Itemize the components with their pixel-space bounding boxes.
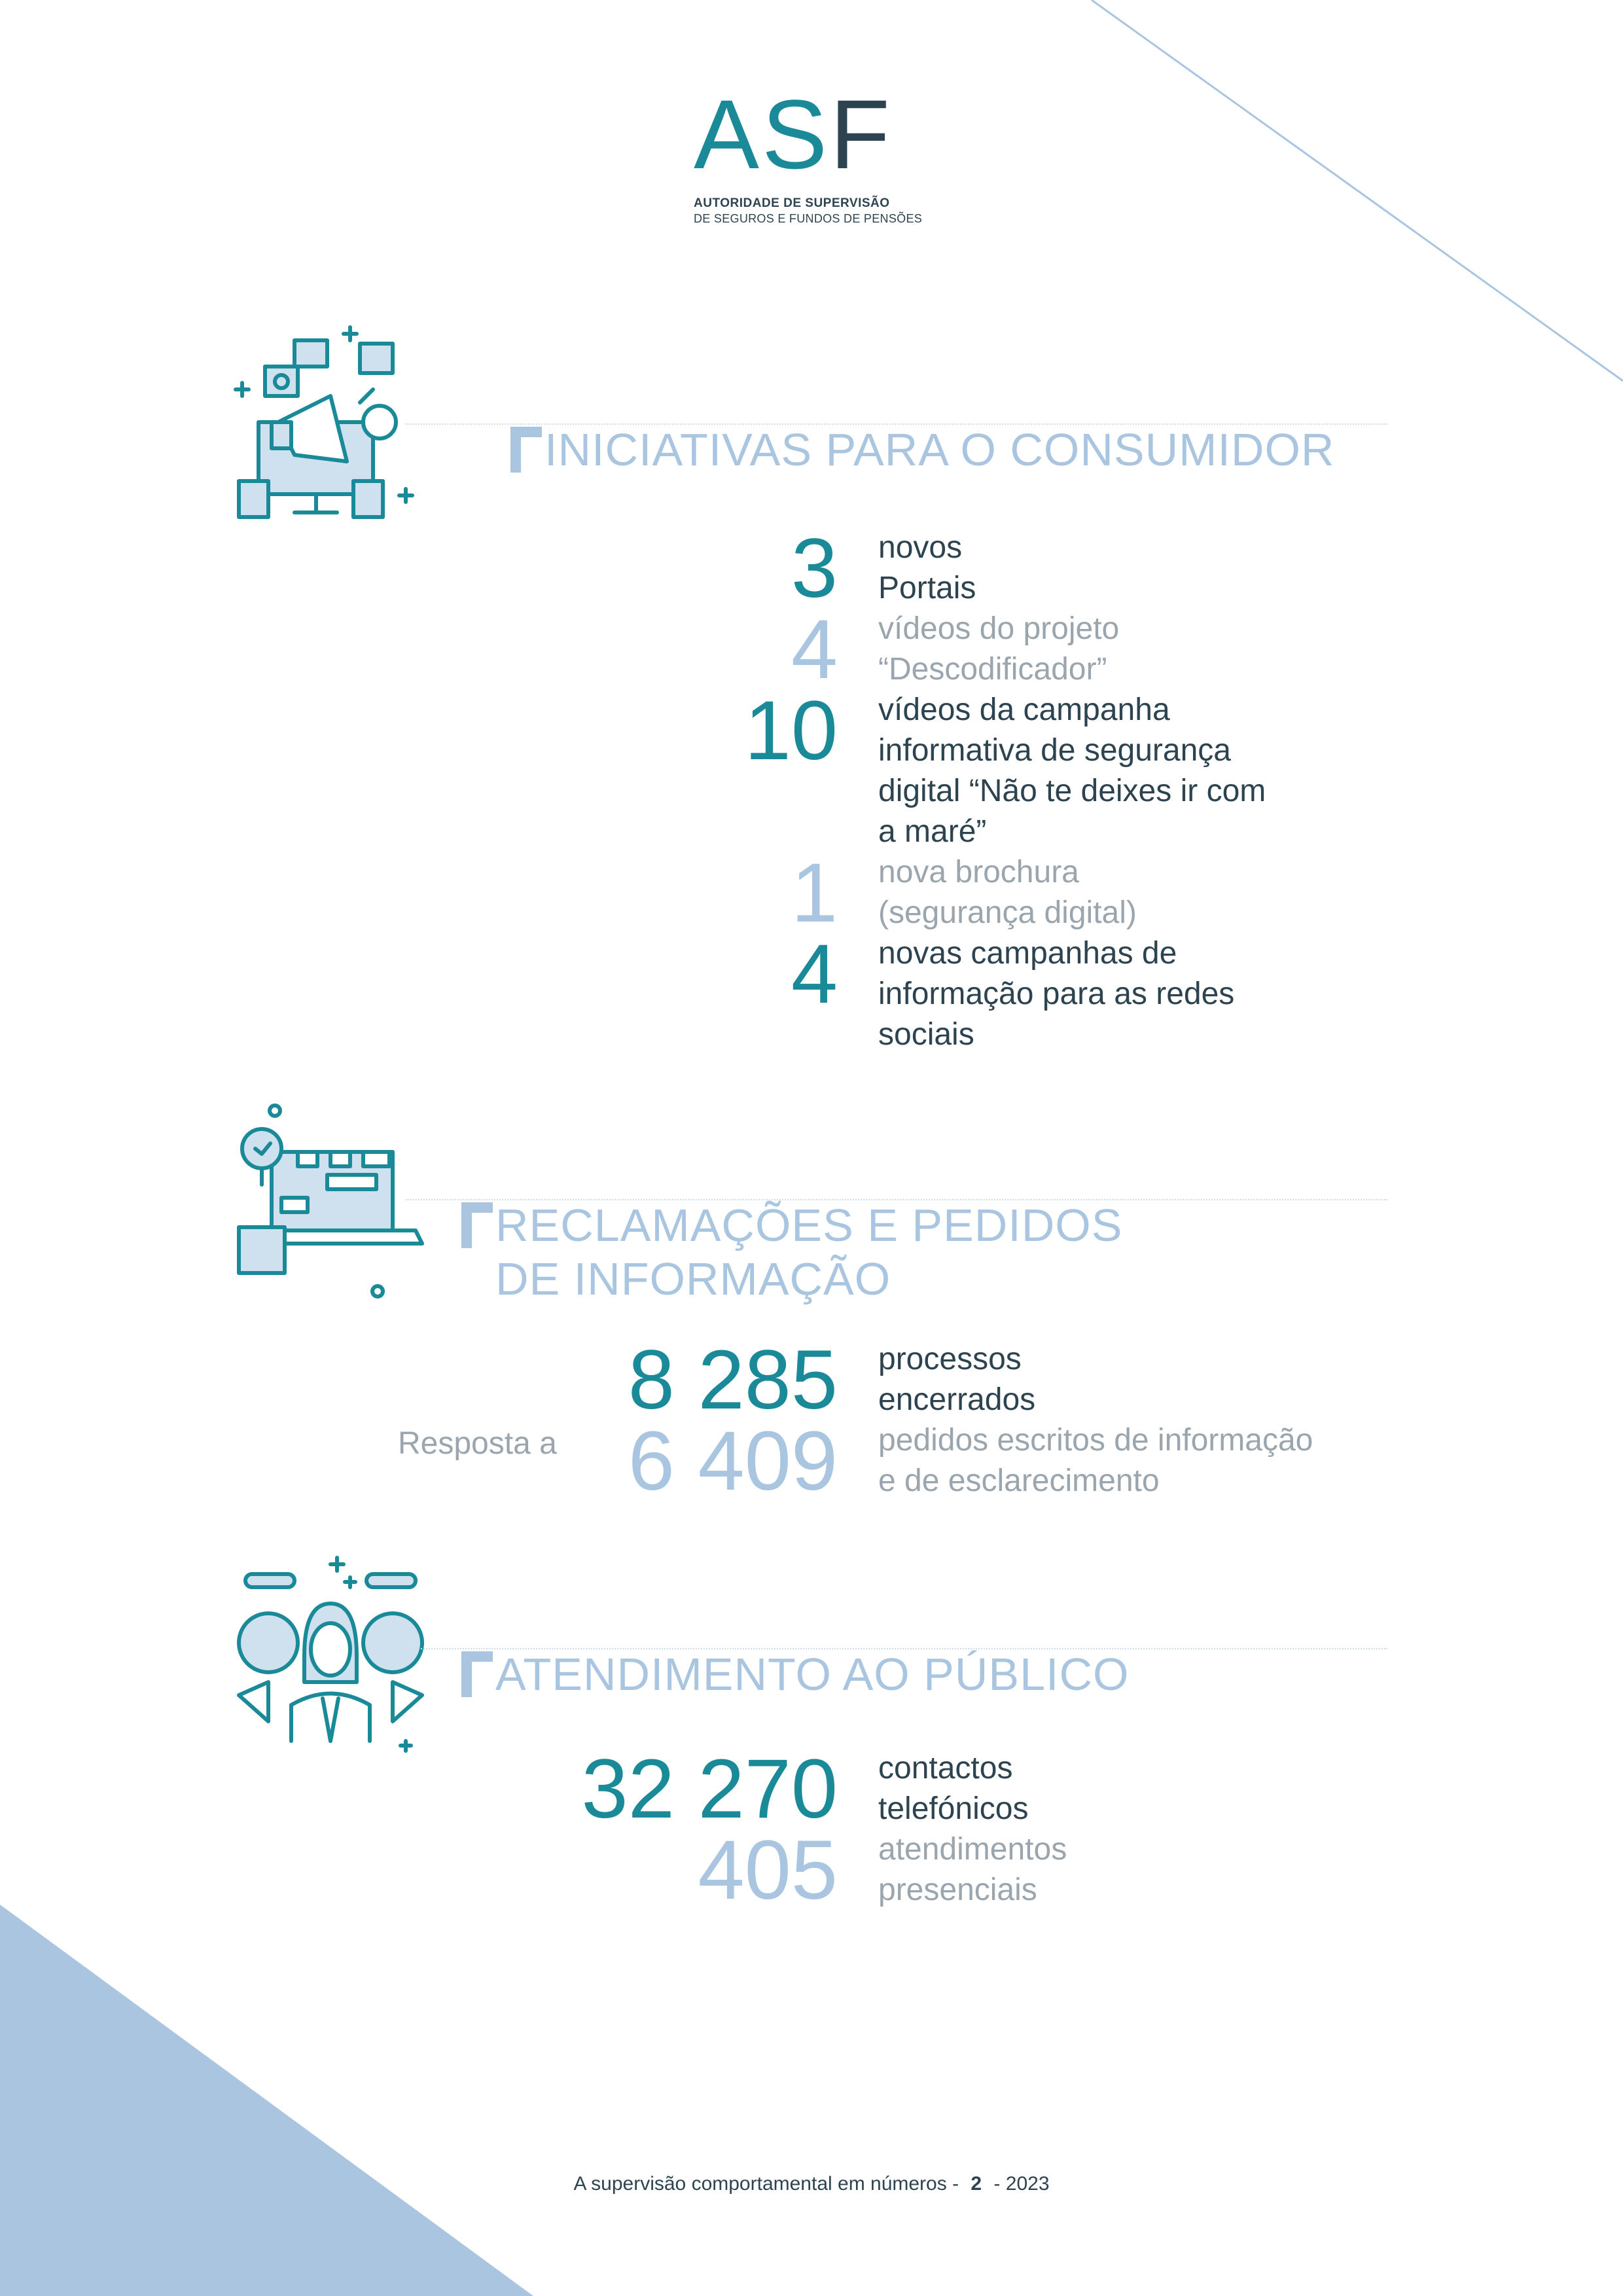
stat-label-line: processos — [878, 1342, 1022, 1376]
logo-letter-s: S — [762, 79, 830, 189]
stat-label-line: pedidos escritos de informação — [878, 1423, 1313, 1458]
stat-label-line: vídeos da campanha — [878, 692, 1170, 727]
logo-subtitle-line1: AUTORIDADE DE SUPERVISÃO — [694, 196, 890, 210]
section-title-line: DE INFORMAÇÃO — [495, 1253, 891, 1304]
stat-label — [878, 933, 1234, 1055]
page-number: 2 — [971, 2173, 982, 2195]
stat-label-line: presenciais — [878, 1873, 1037, 1907]
laptop-clock-icon — [232, 1103, 429, 1302]
page-footer: A supervisão comportamental em números - 2 - 2023 — [573, 2173, 1050, 2195]
asf-logo — [694, 79, 936, 226]
stat-label — [878, 1748, 1028, 1829]
stat-value: 4 — [791, 603, 838, 696]
stat-label — [878, 852, 1137, 933]
stat-item — [707, 846, 1137, 940]
stat-label-line: “Descodificador” — [878, 652, 1107, 687]
stat-label-line: atendimentos — [878, 1832, 1067, 1867]
stat-label-line: encerrados — [878, 1382, 1036, 1417]
section-iniciativas-heading — [510, 424, 1335, 476]
stat-label-line: digital “Não te deixes ir com — [878, 774, 1266, 808]
stat-label-line: contactos — [878, 1751, 1013, 1785]
stat-prefix: Resposta a — [398, 1426, 557, 1461]
stat-value: 3 — [791, 522, 838, 615]
stat-item — [510, 1742, 1029, 1836]
footer-year: 2023 — [1005, 2173, 1050, 2195]
corner-triangle-decoration — [0, 1905, 533, 2296]
section-reclamacoes-heading — [461, 1202, 1122, 1306]
stat-label-line: e de esclarecimento — [878, 1463, 1160, 1498]
footer-text: A supervisão comportamental em números — [573, 2173, 947, 2195]
section-title: ATENDIMENTO AO PÚBLICO — [495, 1649, 1130, 1700]
stat-label-line: Portais — [878, 571, 976, 605]
stat-label — [878, 1420, 1313, 1501]
logo-mark — [694, 79, 936, 189]
stat-label-line: informação para as redes — [878, 977, 1235, 1011]
section-title — [495, 1198, 1122, 1306]
stat-label-line: a maré” — [878, 814, 987, 849]
stat-value: 8 285 — [628, 1333, 838, 1427]
stat-value: 32 270 — [581, 1742, 838, 1836]
stat-item — [707, 684, 1266, 852]
stat-label — [878, 528, 976, 609]
stat-label — [878, 690, 1266, 852]
stat-label-line: nova brochura — [878, 855, 1079, 889]
logo-subtitle-line2: DE SEGUROS E FUNDOS DE PENSÕES — [694, 212, 923, 225]
stat-item — [510, 1823, 1067, 1917]
stat-label — [878, 1339, 1035, 1420]
stat-value: 405 — [698, 1823, 838, 1917]
stat-item — [707, 603, 1120, 696]
stat-label-line: sociais — [878, 1017, 974, 1052]
megaphone-computer-icon — [232, 324, 429, 527]
stat-label — [878, 1829, 1067, 1910]
stat-label-line: novas campanhas de — [878, 936, 1177, 971]
logo-letter-f: F — [830, 79, 893, 189]
stat-item — [576, 1333, 1036, 1427]
customer-service-icon — [232, 1551, 429, 1754]
logo-letter-a: A — [694, 79, 762, 189]
stat-label-line: telefónicos — [878, 1791, 1029, 1826]
stat-value: 1 — [791, 846, 838, 940]
heading-bracket-icon — [510, 427, 542, 473]
stat-label-line: informativa de segurança — [878, 733, 1231, 768]
stat-value: 6 409 — [628, 1414, 838, 1508]
stat-label-line: (segurança digital) — [878, 895, 1137, 930]
stat-label — [878, 609, 1119, 690]
heading-bracket-icon — [461, 1651, 493, 1697]
stat-item — [707, 522, 976, 615]
section-title-line: RECLAMAÇÕES E PEDIDOS — [495, 1200, 1123, 1251]
stat-value: 10 — [744, 684, 838, 778]
section-atendimento-heading — [461, 1651, 1129, 1701]
stat-item — [576, 1414, 1313, 1508]
stat-value: 4 — [791, 927, 838, 1021]
heading-bracket-icon — [461, 1202, 493, 1248]
stat-item — [707, 927, 1235, 1055]
stat-label-line: novos — [878, 530, 963, 565]
stat-label-line: vídeos do projeto — [878, 611, 1120, 646]
section-title: INICIATIVAS PARA O CONSUMIDOR — [544, 424, 1335, 475]
